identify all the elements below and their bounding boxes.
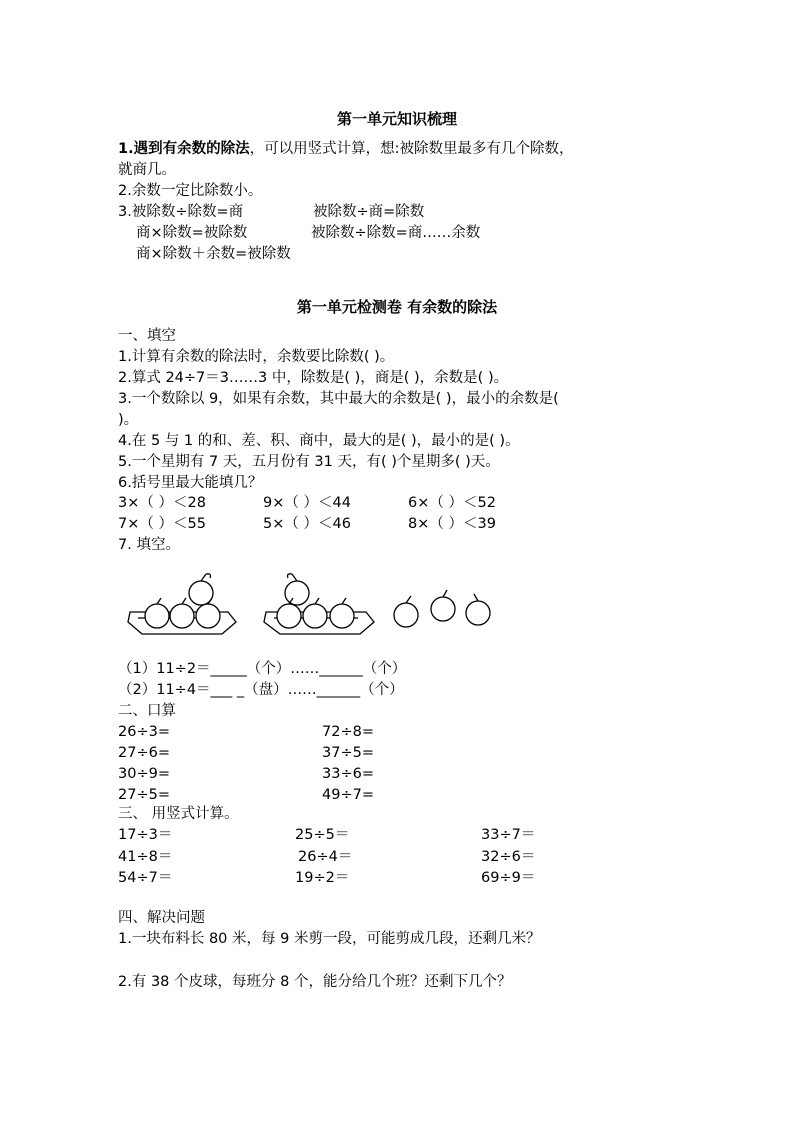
question-1: 1.计算有余数的除法时，余数要比除数( )。 — [118, 349, 395, 365]
vertical-item: 25÷5＝ — [295, 827, 350, 843]
oral-item: 49÷7= — [322, 787, 374, 803]
q6-item: 9×（ ）＜44 — [263, 495, 351, 511]
question-3: 3.一个数除以 9，如果有余数，其中最大的余数是( )，最小的余数是( — [118, 391, 559, 407]
question-2: 2.算式 24÷7＝3……3 中，除数是( )，商是( )，余数是( )。 — [118, 370, 509, 386]
summary-item-1-bold: 1.遇到有余数的除法 — [118, 141, 250, 157]
oral-item: 27÷6= — [118, 745, 170, 761]
vertical-item: 33÷7＝ — [481, 827, 536, 843]
summary-item-2: 2.余数一定比除数小。 — [118, 183, 263, 199]
vertical-item: 69÷9＝ — [481, 870, 536, 886]
summary-item-3a: 3.被除数÷除数=商 — [118, 204, 244, 220]
vertical-item: 41÷8＝ — [118, 849, 173, 865]
vertical-item: 19÷2＝ — [295, 870, 350, 886]
oral-item: 30÷9= — [118, 766, 170, 782]
summary-item-3b: 被除数÷商=除数 — [313, 204, 425, 220]
apple-icon — [285, 574, 309, 605]
summary-item-1-cont: 就商几。 — [118, 162, 176, 178]
summary-item-3e: 商×除数＋余数=被除数 — [136, 246, 291, 262]
question-7a: （1）11÷2＝_____（个）……______（个） — [118, 661, 407, 677]
section-4-heading: 四、解决问题 — [118, 910, 205, 926]
apple-icon — [145, 598, 169, 628]
apple-icon — [189, 574, 213, 605]
oral-item: 26÷3= — [118, 724, 170, 740]
oral-item: 37÷5= — [322, 745, 374, 761]
oral-item: 72÷8= — [322, 724, 374, 740]
summary-item-3c: 商×除数=被除数 — [136, 225, 248, 241]
section-2-heading: 二、口算 — [118, 703, 176, 719]
q6-item: 3×（ ）＜28 — [118, 495, 206, 511]
apple-icon — [330, 598, 354, 628]
question-3-cont: )。 — [118, 412, 139, 428]
oral-item: 33÷6= — [322, 766, 374, 782]
q6-item: 7×（ ）＜55 — [118, 516, 206, 532]
question-5: 5.一个星期有 7 天，五月份有 31 天，有( )个星期多( )天。 — [118, 454, 500, 470]
apple-icon — [394, 596, 418, 627]
test-title: 第一单元检测卷 有余数的除法 — [296, 298, 498, 316]
section-1-heading: 一、填空 — [118, 328, 176, 344]
summary-title: 第一单元知识梳理 — [336, 110, 457, 128]
vertical-item: 17÷3＝ — [118, 827, 173, 843]
question-6: 6.括号里最大能填几？ — [118, 475, 263, 491]
problem-2: 2.有 38 个皮球，每班分 8 个，能分给几个班？还剩下几个？ — [118, 974, 512, 990]
summary-item-1 — [118, 139, 574, 160]
vertical-item: 54÷7＝ — [118, 870, 173, 886]
summary-item-1-rest: ，可以用竖式计算，想:被除数里最多有几个除数， — [249, 141, 574, 157]
apple-icon — [466, 594, 490, 625]
summary-item-3d: 被除数÷除数=商……余数 — [311, 225, 481, 241]
apple-icon — [431, 590, 455, 621]
apples-figure — [124, 566, 504, 646]
section-3-heading: 三、 用竖式计算。 — [118, 806, 239, 822]
q6-item: 5×（ ）＜46 — [263, 516, 351, 532]
apple-icon — [170, 598, 194, 628]
vertical-item: 26÷4＝ — [298, 849, 353, 865]
oral-item: 27÷5= — [118, 787, 170, 803]
apple-icon — [303, 598, 327, 628]
question-7b: （2）11÷4＝___ _（盘）……______（个） — [118, 682, 404, 698]
question-7: 7. 填空。 — [118, 537, 180, 553]
problem-1: 1.一块布料长 80 米，每 9 米剪一段，可能剪成几段，还剩几米？ — [118, 931, 541, 947]
question-4: 4.在 5 与 1 的和、差、积、商中，最大的是( )，最小的是( )。 — [118, 433, 520, 449]
q6-item: 6×（ ）＜52 — [408, 495, 496, 511]
q6-item: 8×（ ）＜39 — [408, 516, 496, 532]
vertical-item: 32÷6＝ — [481, 849, 536, 865]
